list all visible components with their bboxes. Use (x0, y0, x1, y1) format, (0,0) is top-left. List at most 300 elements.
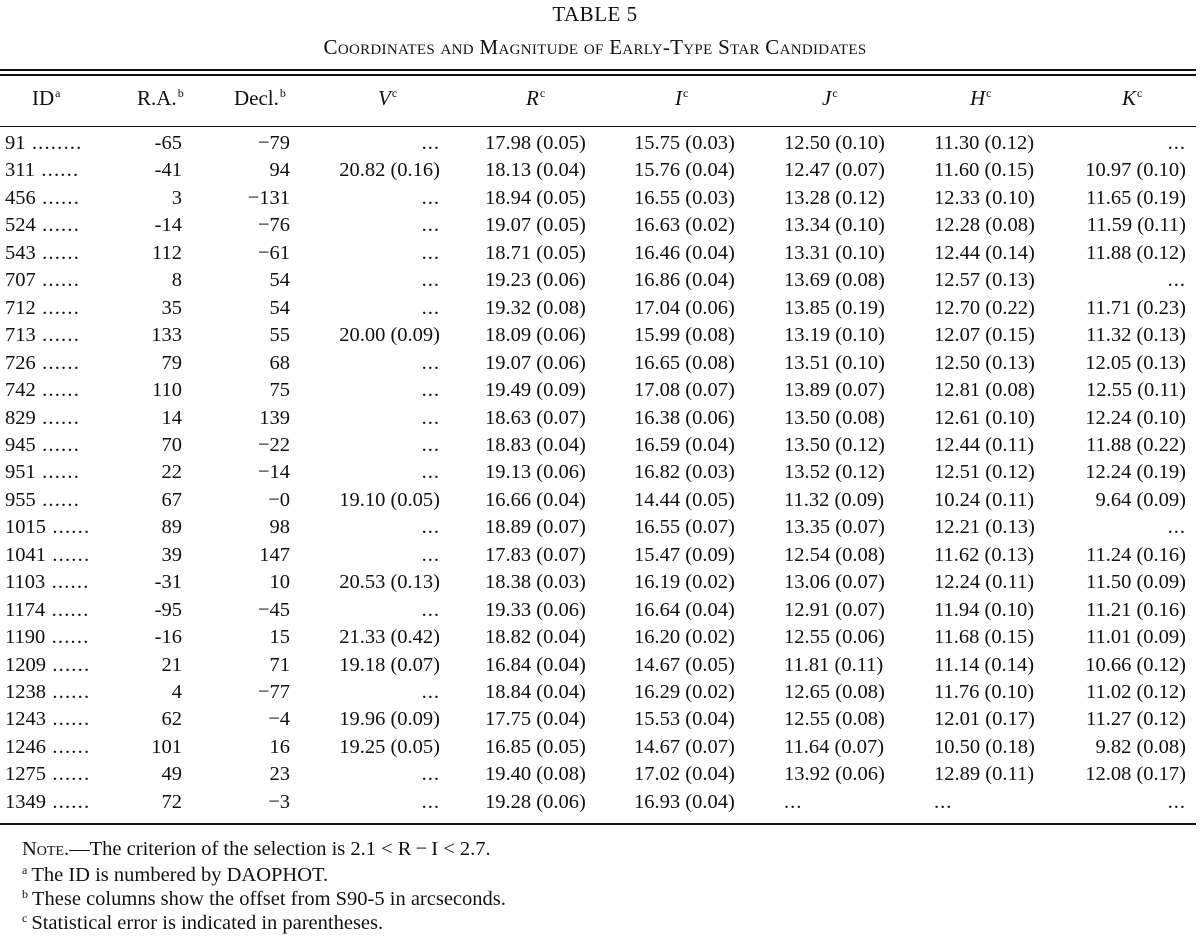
decl-cell: 147 (259, 543, 290, 566)
id-value: 543 (5, 241, 36, 264)
id-value: 91 (5, 132, 26, 154)
h-mag-cell: 11.94 (0.10) (934, 598, 1035, 621)
r-mag-cell: 17.98 (0.05) (485, 132, 586, 154)
k-mag-cell: 11.02 (0.12) (1085, 681, 1186, 703)
table-row (0, 681, 1196, 708)
decl-cell: −14 (257, 461, 290, 484)
footnote-mark: b (22, 887, 28, 901)
i-mag-cell: 14.67 (0.07) (634, 735, 735, 758)
ra-cell: -65 (154, 132, 182, 154)
k-mag-cell: 11.50 (0.09) (1085, 571, 1186, 594)
note-lead: Note. (22, 838, 70, 860)
h-mag-cell: 10.24 (0.11) (934, 488, 1035, 511)
dot-leader: ...... (45, 626, 90, 649)
j-mag-cell: 13.31 (0.10) (784, 241, 885, 264)
id-cell (5, 791, 90, 814)
v-mag-cell: 20.82 (0.16) (339, 159, 440, 182)
table-row (0, 242, 1196, 269)
dot-leader: ...... (35, 214, 81, 237)
i-mag-cell: 16.65 (0.08) (634, 351, 735, 374)
id-value: 1174 (5, 598, 46, 621)
v-mag-cell: 20.00 (0.09) (339, 324, 440, 347)
k-mag-cell: 9.64 (0.09) (1095, 488, 1186, 511)
column-header-label: R (526, 86, 539, 110)
table-row (0, 516, 1196, 543)
k-mag-cell: 11.32 (0.13) (1085, 324, 1186, 347)
r-mag-cell: 18.89 (0.07) (485, 516, 586, 539)
dot-leader: ...... (46, 543, 91, 566)
i-mag-cell: 16.64 (0.04) (634, 598, 735, 621)
r-mag-cell: 18.38 (0.03) (485, 571, 586, 594)
column-header-ra (137, 86, 184, 111)
v-mag-cell: ... (421, 406, 440, 429)
decl-cell: 10 (269, 571, 290, 594)
table-row (0, 297, 1196, 324)
dot-leader: ...... (35, 379, 81, 401)
j-mag-cell: 12.55 (0.08) (784, 708, 885, 731)
j-mag-cell: 13.28 (0.12) (784, 186, 885, 209)
id-value: 945 (5, 433, 36, 456)
i-mag-cell: 15.76 (0.04) (634, 159, 735, 182)
k-mag-cell: 11.59 (0.11) (1086, 214, 1186, 237)
column-header-i-mag (675, 86, 688, 111)
column-header-label: I (675, 86, 682, 110)
h-mag-cell: 11.30 (0.12) (934, 132, 1035, 154)
i-mag-cell: 16.20 (0.02) (634, 626, 735, 649)
r-mag-cell: 18.71 (0.05) (485, 241, 586, 264)
v-mag-cell: 21.33 (0.42) (339, 626, 440, 649)
ra-cell: 4 (171, 681, 182, 703)
h-mag-cell: 12.51 (0.12) (934, 461, 1035, 484)
dot-leader: ........ (25, 132, 83, 154)
dot-leader: ...... (46, 708, 91, 731)
k-mag-cell: 11.88 (0.12) (1085, 241, 1186, 264)
table-row (0, 159, 1196, 186)
id-cell (5, 297, 80, 320)
table-row (0, 544, 1196, 571)
v-mag-cell: 20.53 (0.13) (339, 571, 440, 594)
table-row (0, 434, 1196, 461)
ra-cell: 22 (161, 461, 182, 484)
column-header-id (32, 86, 61, 111)
id-value: 707 (5, 269, 36, 292)
h-mag-cell: 10.50 (0.18) (934, 735, 1035, 758)
v-mag-cell: ... (421, 351, 440, 374)
id-value: 1190 (5, 626, 46, 649)
bottom-rule (0, 823, 1196, 825)
j-mag-cell: 11.81 (0.11) (784, 653, 884, 676)
column-header-label: J (822, 86, 832, 110)
ra-cell: 21 (161, 653, 182, 676)
ra-cell: 62 (161, 708, 182, 731)
i-mag-cell: 15.99 (0.08) (634, 324, 735, 347)
id-value: 456 (5, 186, 36, 209)
id-value: 1015 (5, 516, 46, 539)
k-mag-cell: 12.08 (0.17) (1085, 763, 1186, 786)
top-rule-double (0, 74, 1196, 76)
footnote-a (22, 863, 328, 887)
r-mag-cell: 17.75 (0.04) (485, 708, 586, 731)
decl-cell: 54 (269, 269, 290, 292)
v-mag-cell: ... (421, 433, 440, 456)
i-mag-cell: 16.38 (0.06) (634, 406, 735, 429)
h-mag-cell: 12.61 (0.10) (934, 406, 1035, 429)
column-header-k-mag (1122, 86, 1142, 111)
v-mag-cell: ... (421, 269, 440, 292)
decl-cell: 98 (269, 516, 290, 539)
j-mag-cell: 13.34 (0.10) (784, 214, 885, 237)
decl-cell: 94 (269, 159, 290, 182)
decl-cell: −79 (257, 132, 290, 154)
footnote-mark: a (22, 863, 28, 877)
id-cell (5, 269, 80, 292)
r-mag-cell: 16.84 (0.04) (485, 653, 586, 676)
footnote-c (22, 911, 383, 935)
ra-cell: 79 (161, 351, 182, 374)
dot-leader: ...... (46, 735, 91, 758)
j-mag-cell: 13.52 (0.12) (784, 461, 885, 484)
dot-leader: ...... (35, 488, 81, 511)
dot-leader: ...... (35, 324, 81, 347)
h-mag-cell: 11.68 (0.15) (934, 626, 1035, 649)
decl-cell: −3 (268, 790, 290, 813)
header-rule (0, 126, 1196, 127)
r-mag-cell: 19.23 (0.06) (485, 269, 586, 292)
h-mag-cell: 12.44 (0.11) (934, 433, 1035, 456)
column-header-label: H (970, 86, 986, 110)
decl-cell: −77 (257, 681, 290, 703)
k-mag-cell: 11.21 (0.16) (1085, 598, 1186, 621)
dot-leader: ...... (35, 296, 81, 319)
j-mag-cell: 12.50 (0.10) (784, 132, 885, 154)
decl-cell: −22 (257, 433, 290, 456)
i-mag-cell: 16.63 (0.02) (634, 214, 735, 237)
i-mag-cell: 15.75 (0.03) (634, 132, 735, 154)
ra-cell: 49 (161, 763, 182, 786)
v-mag-cell: ... (421, 296, 440, 319)
id-cell (5, 352, 80, 375)
v-mag-cell: ... (421, 186, 440, 209)
decl-cell: 55 (269, 324, 290, 347)
v-mag-cell: ... (421, 241, 440, 264)
footnote-b (22, 887, 506, 911)
i-mag-cell: 16.46 (0.04) (634, 241, 735, 264)
id-cell (5, 599, 90, 622)
dot-leader: ...... (35, 241, 81, 264)
j-mag-cell: 11.64 (0.07) (784, 735, 885, 758)
k-mag-cell: ... (1167, 516, 1186, 539)
column-header-footnote-mark: c (986, 86, 992, 100)
decl-cell: 68 (269, 351, 290, 374)
table-row (0, 379, 1196, 406)
id-value: 712 (5, 296, 36, 319)
k-mag-cell: ... (1167, 269, 1186, 292)
id-cell (5, 489, 80, 512)
k-mag-cell: 10.66 (0.12) (1085, 653, 1186, 676)
column-header-v-mag (378, 86, 397, 111)
j-mag-cell: 12.91 (0.07) (784, 598, 885, 621)
ra-cell: 67 (161, 488, 182, 511)
v-mag-cell: ... (421, 598, 440, 621)
ra-cell: 35 (161, 296, 182, 319)
v-mag-cell: 19.18 (0.07) (339, 653, 440, 676)
decl-cell: −61 (257, 241, 290, 264)
dot-leader: ...... (35, 433, 81, 456)
id-value: 524 (5, 214, 36, 237)
r-mag-cell: 19.40 (0.08) (485, 763, 586, 786)
k-mag-cell: ... (1167, 132, 1186, 154)
column-header-label: K (1122, 86, 1137, 110)
h-mag-cell: 11.76 (0.10) (934, 681, 1035, 703)
id-cell (5, 214, 80, 237)
table-row (0, 708, 1196, 735)
id-cell (5, 763, 90, 786)
v-mag-cell: ... (421, 461, 440, 484)
decl-cell: −45 (257, 598, 290, 621)
h-mag-cell: 12.28 (0.08) (934, 214, 1035, 237)
v-mag-cell: 19.96 (0.09) (339, 708, 440, 731)
r-mag-cell: 19.32 (0.08) (485, 296, 586, 319)
r-mag-cell: 18.94 (0.05) (485, 186, 586, 209)
id-value: 1275 (5, 763, 46, 786)
h-mag-cell: 12.07 (0.15) (934, 324, 1035, 347)
k-mag-cell: 11.88 (0.22) (1085, 433, 1186, 456)
footnote-text: The ID is numbered by DAOPHOT. (31, 864, 329, 886)
j-mag-cell: ... (784, 790, 803, 813)
h-mag-cell: 11.62 (0.13) (934, 543, 1035, 566)
v-mag-cell: ... (421, 214, 440, 237)
id-value: 726 (5, 351, 36, 374)
table-row (0, 489, 1196, 516)
column-header-footnote-mark: c (391, 86, 398, 100)
decl-cell: 139 (259, 406, 290, 429)
table-row (0, 269, 1196, 296)
h-mag-cell: 12.44 (0.14) (934, 241, 1035, 264)
i-mag-cell: 14.67 (0.05) (634, 653, 735, 676)
decl-cell: 54 (269, 296, 290, 319)
j-mag-cell: 12.65 (0.08) (784, 681, 885, 703)
id-value: 713 (5, 324, 36, 347)
decl-cell: 71 (269, 653, 290, 676)
i-mag-cell: 16.86 (0.04) (634, 269, 735, 292)
table-row (0, 763, 1196, 790)
j-mag-cell: 13.50 (0.12) (784, 433, 885, 456)
column-header-footnote-mark: c (683, 86, 689, 100)
decl-cell: −76 (257, 214, 290, 237)
id-cell (5, 324, 80, 347)
table-row (0, 461, 1196, 488)
id-cell (5, 708, 90, 731)
r-mag-cell: 19.07 (0.06) (485, 351, 586, 374)
table-row (0, 187, 1196, 214)
dot-leader: ...... (46, 516, 91, 539)
h-mag-cell: 11.60 (0.15) (934, 159, 1035, 182)
i-mag-cell: 16.93 (0.04) (634, 790, 735, 813)
id-cell (5, 571, 90, 594)
dot-leader: ...... (46, 681, 91, 703)
id-value: 1349 (5, 790, 46, 813)
dot-leader: ...... (46, 763, 91, 786)
table-row (0, 214, 1196, 241)
r-mag-cell: 16.85 (0.05) (485, 735, 586, 758)
dot-leader: ...... (45, 598, 90, 621)
i-mag-cell: 16.55 (0.03) (634, 186, 735, 209)
r-mag-cell: 18.83 (0.04) (485, 433, 586, 456)
j-mag-cell: 12.54 (0.08) (784, 543, 885, 566)
r-mag-cell: 18.13 (0.04) (485, 159, 586, 182)
i-mag-cell: 16.29 (0.02) (634, 681, 735, 703)
footnote-text: These columns show the offset from S90-5 in arcseconds. (32, 888, 506, 910)
j-mag-cell: 13.85 (0.19) (784, 296, 885, 319)
column-header-footnote-mark: b (279, 86, 286, 100)
table-note (22, 838, 491, 861)
v-mag-cell: ... (421, 132, 440, 154)
table-row (0, 571, 1196, 598)
r-mag-cell: 17.83 (0.07) (485, 543, 586, 566)
table-number: TABLE 5 (552, 2, 638, 26)
top-rule (0, 69, 1196, 71)
table-row (0, 791, 1196, 818)
id-value: 311 (5, 159, 35, 182)
k-mag-cell: 12.24 (0.19) (1085, 461, 1186, 484)
decl-cell: −4 (268, 708, 290, 731)
id-value: 1243 (5, 708, 46, 731)
k-mag-cell: 12.55 (0.11) (1085, 379, 1186, 401)
table-row (0, 654, 1196, 681)
table-row (0, 324, 1196, 351)
id-value: 742 (5, 379, 36, 401)
i-mag-cell: 16.59 (0.04) (634, 433, 735, 456)
ra-cell: -41 (154, 159, 182, 182)
i-mag-cell: 16.55 (0.07) (634, 516, 735, 539)
k-mag-cell: 11.24 (0.16) (1085, 543, 1186, 566)
i-mag-cell: 16.82 (0.03) (634, 461, 735, 484)
v-mag-cell: ... (421, 790, 440, 813)
k-mag-cell: 12.05 (0.13) (1085, 351, 1186, 374)
i-mag-cell: 17.04 (0.06) (634, 296, 735, 319)
dot-leader: ...... (45, 571, 90, 594)
id-value: 1103 (5, 571, 46, 594)
ra-cell: 110 (152, 379, 182, 401)
h-mag-cell: 12.21 (0.13) (934, 516, 1035, 539)
decl-cell: −131 (247, 186, 290, 209)
dot-leader: ...... (35, 406, 81, 429)
r-mag-cell: 19.13 (0.06) (485, 461, 586, 484)
r-mag-cell: 19.28 (0.06) (485, 790, 586, 813)
j-mag-cell: 13.35 (0.07) (784, 516, 885, 539)
i-mag-cell: 14.44 (0.05) (634, 488, 735, 511)
j-mag-cell: 13.06 (0.07) (784, 571, 885, 594)
footnote-mark: c (22, 911, 28, 925)
j-mag-cell: 12.47 (0.07) (784, 159, 885, 182)
h-mag-cell: 12.57 (0.13) (934, 269, 1035, 292)
note-text: —The criterion of the selection is 2.1 < R − I < 2.7. (69, 838, 491, 860)
dot-leader: ...... (46, 653, 91, 676)
h-mag-cell: 12.81 (0.08) (934, 379, 1035, 401)
table-row (0, 132, 1196, 159)
h-mag-cell: 12.33 (0.10) (934, 186, 1035, 209)
v-mag-cell: ... (421, 763, 440, 786)
v-mag-cell: 19.10 (0.05) (339, 488, 440, 511)
k-mag-cell: 11.71 (0.23) (1085, 296, 1186, 319)
id-value: 955 (5, 488, 36, 511)
dot-leader: ...... (35, 269, 81, 292)
column-header-footnote-mark: a (55, 86, 61, 100)
id-value: 1209 (5, 653, 46, 676)
column-header-decl (234, 86, 286, 111)
id-cell (5, 379, 80, 402)
dot-leader: ...... (35, 351, 81, 374)
column-header-label: R.A. (137, 86, 177, 110)
id-cell (5, 461, 80, 484)
j-mag-cell: 13.89 (0.07) (784, 379, 885, 401)
dot-leader: ...... (35, 186, 81, 209)
k-mag-cell: 11.65 (0.19) (1085, 186, 1186, 209)
ra-cell: 3 (171, 186, 182, 209)
id-cell (5, 434, 80, 457)
column-header-label: Decl. (234, 86, 279, 110)
r-mag-cell: 18.63 (0.07) (485, 406, 586, 429)
j-mag-cell: 13.92 (0.06) (784, 763, 885, 786)
decl-cell: 75 (269, 379, 290, 401)
h-mag-cell: 12.89 (0.11) (934, 763, 1035, 786)
column-header-r-mag (526, 86, 545, 111)
ra-cell: 8 (171, 269, 182, 292)
id-cell (5, 626, 90, 649)
table-row (0, 736, 1196, 763)
j-mag-cell: 11.32 (0.09) (784, 488, 885, 511)
id-cell (5, 681, 90, 704)
h-mag-cell: 12.50 (0.13) (934, 351, 1035, 374)
ra-cell: 101 (151, 735, 182, 758)
column-header-footnote-mark: c (832, 86, 838, 100)
k-mag-cell: 11.01 (0.09) (1085, 626, 1186, 649)
id-value: 1246 (5, 735, 46, 758)
i-mag-cell: 17.08 (0.07) (634, 379, 735, 401)
column-header-h-mag (970, 86, 992, 111)
k-mag-cell: 10.97 (0.10) (1085, 159, 1186, 182)
ra-cell: -95 (154, 598, 182, 621)
dot-leader: ...... (35, 159, 80, 182)
r-mag-cell: 18.84 (0.04) (485, 681, 586, 703)
v-mag-cell: ... (421, 379, 440, 401)
r-mag-cell: 18.82 (0.04) (485, 626, 586, 649)
id-cell (5, 187, 80, 210)
id-cell (5, 159, 79, 182)
id-cell (5, 736, 90, 759)
j-mag-cell: 13.19 (0.10) (784, 324, 885, 347)
id-value: 829 (5, 406, 36, 429)
ra-cell: -14 (154, 214, 182, 237)
r-mag-cell: 19.49 (0.09) (485, 379, 586, 401)
r-mag-cell: 19.33 (0.06) (485, 598, 586, 621)
id-cell (5, 654, 90, 677)
h-mag-cell: 11.14 (0.14) (934, 653, 1035, 676)
i-mag-cell: 17.02 (0.04) (634, 763, 735, 786)
table-row (0, 626, 1196, 653)
ra-cell: 89 (161, 516, 182, 539)
h-mag-cell: 12.24 (0.11) (934, 571, 1035, 594)
k-mag-cell: ... (1167, 790, 1186, 813)
table-caption: Coordinates and Magnitude of Early-Type Star Candidates (323, 35, 867, 59)
j-mag-cell: 13.69 (0.08) (784, 269, 885, 292)
id-cell (5, 407, 80, 430)
column-header-footnote-mark: c (539, 86, 546, 100)
column-header-footnote-mark: c (1137, 86, 1143, 100)
j-mag-cell: 12.55 (0.06) (784, 626, 885, 649)
decl-cell: 16 (269, 735, 290, 758)
ra-cell: 112 (152, 241, 182, 264)
